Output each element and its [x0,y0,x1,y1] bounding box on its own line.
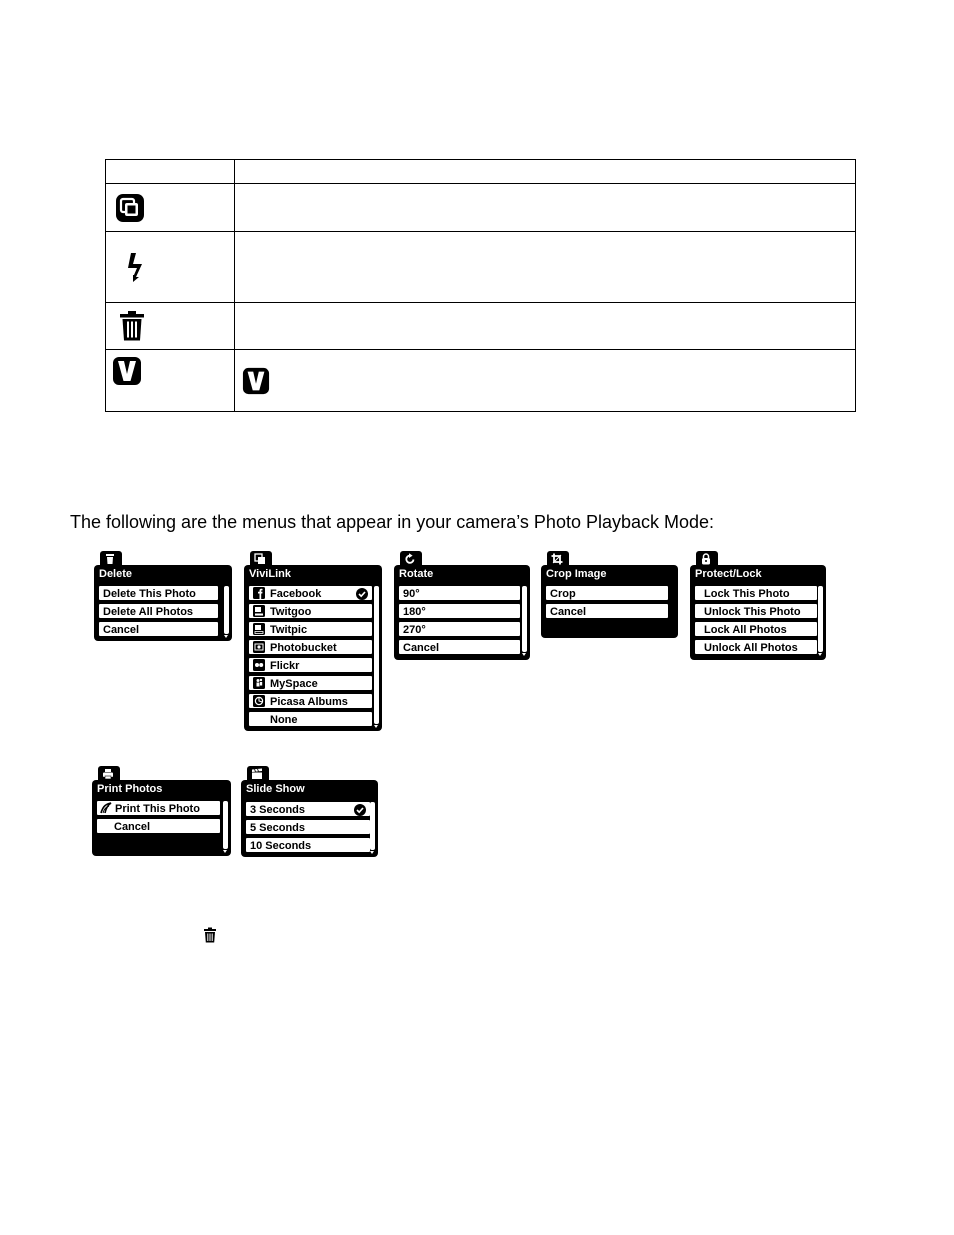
menu-item-none[interactable]: None [248,711,373,727]
menu-title: Protect/Lock [695,568,762,580]
scrollbar[interactable] [223,801,228,849]
table-row-description [235,303,856,350]
menu-item-crop[interactable]: Crop [545,585,669,601]
scrollbar[interactable] [370,802,375,850]
flickr-icon [253,659,265,671]
clapperboard-icon [251,768,263,780]
menu-title: ViviLink [249,568,291,580]
crop-icon [551,553,563,565]
menu-item-lock-this-photo[interactable]: Lock This Photo [694,585,818,601]
menu-item-cancel[interactable]: Cancel [96,818,221,834]
flash-icon [122,251,152,283]
picasa-icon [253,695,265,707]
printer-icon [102,768,114,780]
vivilink-v-icon [112,356,142,386]
vivilink-menu [244,551,382,731]
scrollbar[interactable] [224,586,229,634]
menu-item-cancel[interactable]: Cancel [545,603,669,619]
menu-item-photobucket[interactable]: Photobucket [248,639,373,655]
menu-title: Delete [99,568,133,580]
trash-icon [119,310,145,342]
photobucket-icon [253,641,265,653]
menu-title: Slide Show [246,783,305,795]
scrollbar[interactable] [522,586,527,652]
menu-item-myspace[interactable]: MySpace [248,675,373,691]
protect-lock-menu [690,551,826,660]
scrollbar[interactable] [374,586,379,724]
vivilink-frames-icon [115,193,145,223]
menu-item-270[interactable]: 270° [398,621,521,637]
menu-item-delete-all-photos[interactable]: Delete All Photos [98,603,219,619]
table-row [106,184,856,232]
icon-table [105,159,856,412]
scrollbar[interactable] [818,586,823,652]
twitgoo-icon [253,605,265,617]
trash-icon [203,927,217,943]
menu-title: Rotate [399,568,434,580]
pictbridge-icon [100,802,112,814]
menu-item-unlock-this-photo[interactable]: Unlock This Photo [694,603,818,619]
menu-title: Print Photos [97,783,163,795]
delete-menu [94,551,232,641]
intro-paragraph: The following are the menus that appear in your camera’s Photo Playback Mode: [70,512,715,532]
myspace-icon [253,677,265,689]
menu-item-twitgoo[interactable]: Twitgoo [248,603,373,619]
vivilink-v-icon [242,366,270,396]
menu-item-90[interactable]: 90° [398,585,521,601]
menu-item-facebook[interactable]: Facebook [248,585,373,601]
menu-title: Crop Image [546,568,607,580]
vivilink-icon [254,553,266,565]
menu-item-delete-this-photo[interactable]: Delete This Photo [98,585,219,601]
table-header-row [106,160,856,184]
rotate-menu [394,551,530,660]
menu-item-cancel[interactable]: Cancel [98,621,219,637]
menu-item-cancel[interactable]: Cancel [398,639,521,655]
menu-item-picasa-albums[interactable]: Picasa Albums [248,693,373,709]
menu-item-lock-all-photos[interactable]: Lock All Photos [694,621,818,637]
menu-item-flickr[interactable]: Flickr [248,657,373,673]
print-photos-menu [92,766,231,856]
lock-icon [700,553,712,565]
crop-menu [541,551,678,638]
menu-item-3-seconds[interactable]: 3 Seconds [245,801,371,817]
rotate-icon [404,553,416,565]
menu-item-print-this-photo[interactable]: Print This Photo [96,800,221,816]
check-icon [354,804,366,816]
menu-item-twitpic[interactable]: Twitpic [248,621,373,637]
menu-item-10-seconds[interactable]: 10 Seconds [245,837,371,853]
check-icon [356,588,368,600]
table-row-description [235,184,856,232]
table-row-description [235,232,856,303]
table-row [106,303,856,350]
table-row [106,232,856,303]
slide-show-menu [241,766,378,857]
trash-icon [104,553,116,565]
twitpic-icon [253,623,265,635]
menu-item-unlock-all-photos[interactable]: Unlock All Photos [694,639,818,655]
table-header-icon-col [106,160,235,184]
menu-item-180[interactable]: 180° [398,603,521,619]
table-header-desc-col [235,160,856,184]
menu-item-5-seconds[interactable]: 5 Seconds [245,819,371,835]
facebook-icon [253,587,265,599]
table-row [106,350,856,412]
